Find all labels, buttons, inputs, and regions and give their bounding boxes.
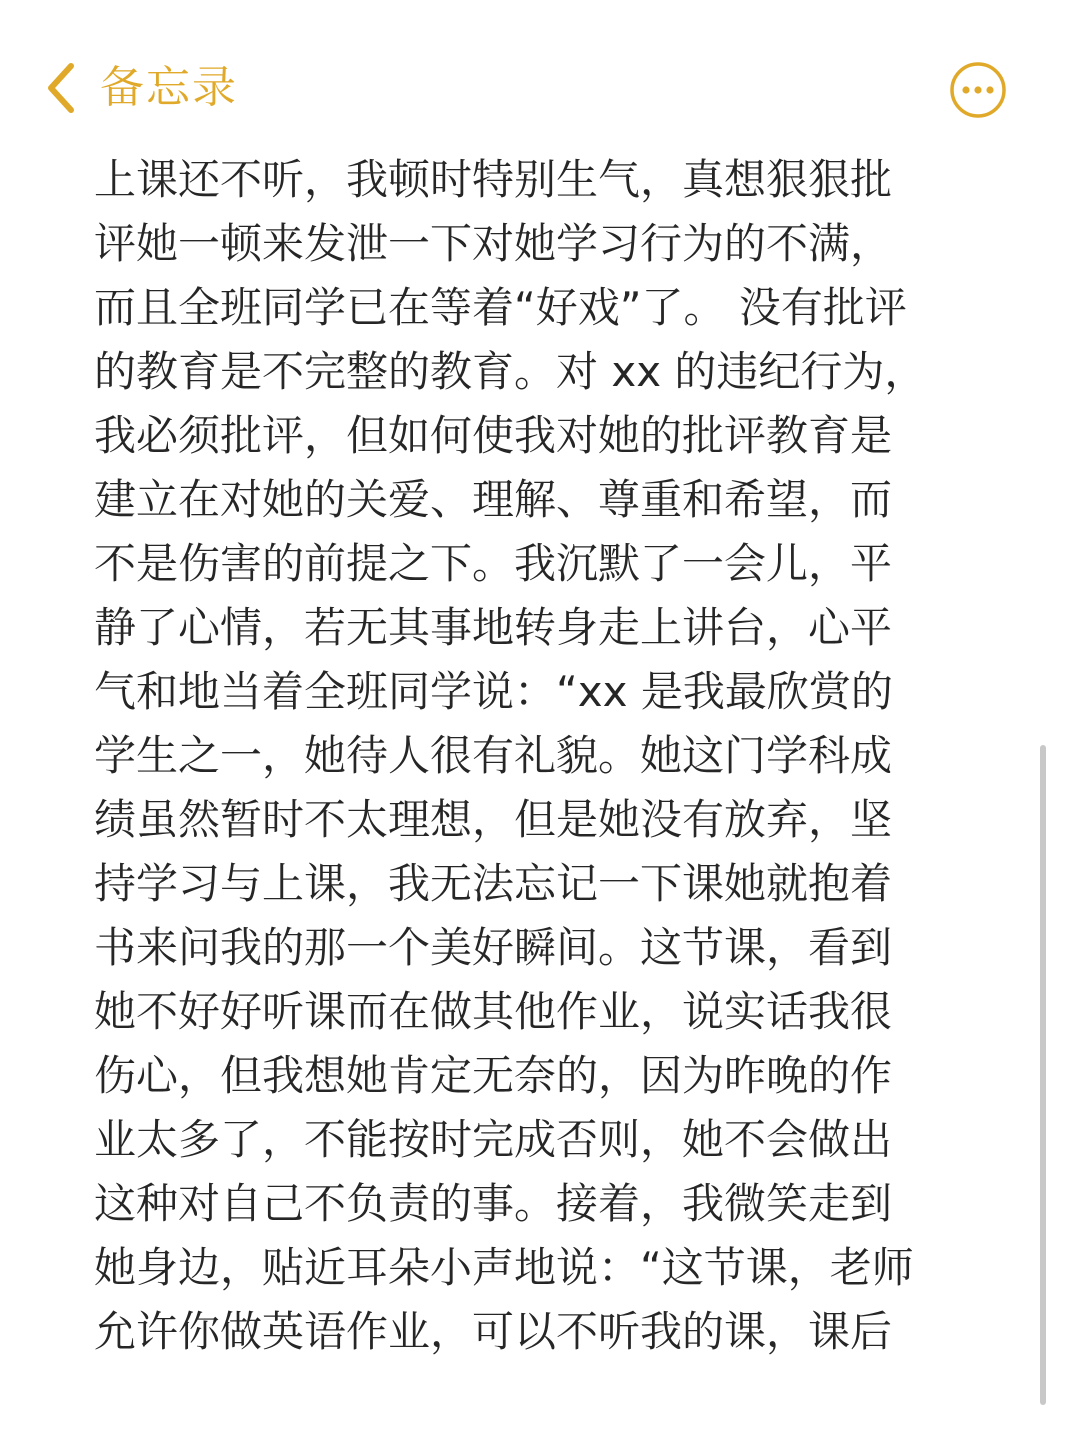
more-button[interactable]: [949, 61, 1007, 119]
note-text-line: 的教育是不完整的教育。对 xx 的违纪行为，: [94, 347, 927, 396]
scrollbar[interactable]: [1040, 745, 1046, 1405]
note-text-line: 而且全班同学已在等着“好戏”了。 没有批评: [94, 283, 907, 332]
note-text-line: 建立在对她的关爱、理解、尊重和希望，而: [94, 475, 893, 524]
chevron-left-icon: [40, 58, 82, 118]
note-body[interactable]: [94, 148, 994, 1364]
note-text-line: 我必须批评，但如何使我对她的批评教育是: [94, 411, 893, 460]
back-button[interactable]: [40, 58, 238, 118]
note-text-line: 气和地当着全班同学说：“xx 是我最欣赏的: [94, 667, 893, 716]
note-text-line: 允许你做英语作业，可以不听我的课，课后: [94, 1307, 893, 1356]
note-text-line: 伤心，但我想她肯定无奈的，因为昨晚的作: [94, 1051, 893, 1100]
note-text-line: 评她一顿来发泄一下对她学习行为的不满，: [94, 219, 893, 268]
note-text-line: 持学习与上课，我无法忘记一下课她就抱着: [94, 859, 893, 908]
note-text-line: 不是伤害的前提之下。我沉默了一会儿，平: [94, 539, 893, 588]
note-text-line: 业太多了，不能按时完成否则，她不会做出: [94, 1115, 893, 1164]
note-text-line: 学生之一，她待人很有礼貌。她这门学科成: [94, 731, 893, 780]
note-text-line: 静了心情，若无其事地转身走上讲台，心平: [94, 603, 893, 652]
more-horizontal-circle-icon: [949, 104, 1007, 123]
note-text-line: 她身边，贴近耳朵小声地说：“这节课，老师: [94, 1243, 914, 1292]
back-label: 备忘录: [100, 62, 238, 113]
note-text-line: 这种对自己不负责的事。接着，我微笑走到: [94, 1179, 893, 1228]
note-text-line: 书来问我的那一个美好瞬间。这节课，看到: [94, 923, 893, 972]
note-text-line: 上课还不听，我顿时特别生气，真想狠狠批: [94, 155, 893, 204]
note-text-line: 她不好好听课而在做其他作业，说实话我很: [94, 987, 893, 1036]
navigation-bar: [0, 0, 1080, 150]
note-text-line: 绩虽然暂时不太理想，但是她没有放弃，坚: [94, 795, 893, 844]
